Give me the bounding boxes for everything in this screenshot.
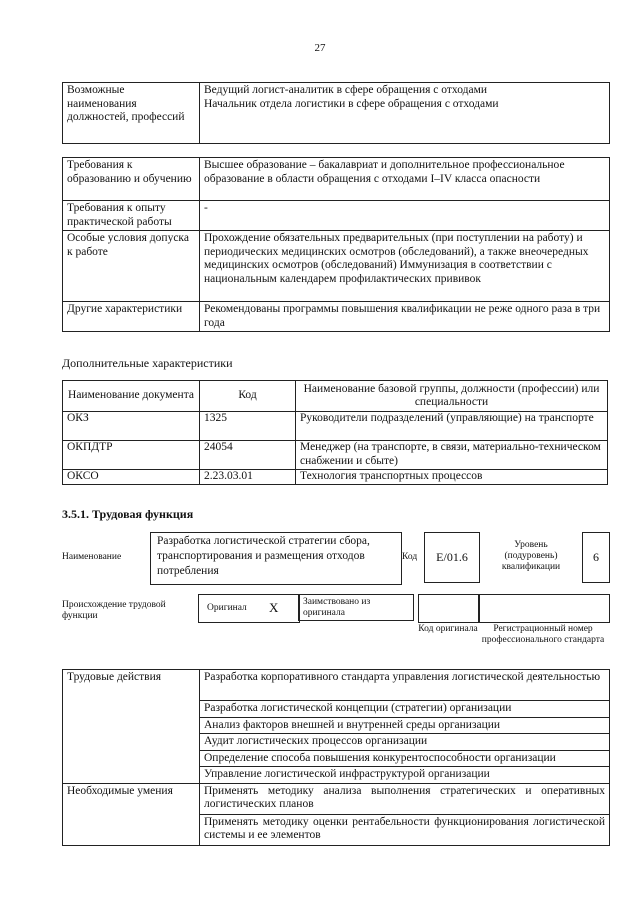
table-row: [63, 783, 610, 814]
qualification-level-label: Уровень (подуровень) квалификации: [501, 540, 561, 572]
function-code-value: E/01.6: [424, 532, 480, 583]
job-titles-values: [200, 83, 610, 144]
labour-action: Анализ факторов внешней и внутренней среды организации: [200, 717, 610, 734]
requirements-table: [62, 157, 610, 332]
name-cell: Менеджер (на транспорте, в связи, материально-техническом снабжении и сбыте): [296, 441, 608, 470]
function-name-label: Наименование: [62, 552, 122, 562]
table-row: [63, 231, 610, 302]
requirement-label: Особые условия допуска к работе: [63, 231, 200, 302]
requirement-value: Прохождение обязательных предварительных (при поступлении на работу) и периодических медицинских осмотров (обследований), а также внеочередных медицинских осмотров (обследований) Иммунизация в соответствии с национальным календарем профилактических прививок: [200, 231, 610, 302]
original-label: Оригинал: [207, 603, 247, 613]
page-number: 27: [314, 42, 326, 54]
doc-cell: ОКСО: [63, 470, 200, 485]
requirement-value: Рекомендованы программы повышения квалификации не реже одного раза в три года: [200, 302, 610, 332]
extra-characteristics-title: Дополнительные характеристики: [62, 356, 233, 370]
original-cell: [198, 594, 300, 623]
function-code-label: Код: [402, 552, 418, 562]
skill-item: Применять методику анализа выполнения стратегических и оперативных логистических планов: [200, 783, 610, 814]
labour-action: Управление логистической инфраструктурой организации: [200, 767, 610, 784]
requirement-value: Высшее образование – бакалавриат и дополнительное профессиональное образование в области обращения с отходами I–IV класса опасности: [200, 158, 610, 201]
labour-action: Разработка корпоративного стандарта управления логистической деятельностью: [200, 670, 610, 701]
table-row: [63, 83, 610, 144]
labour-action: Разработка логистической концепции (стратегии) организации: [200, 701, 610, 718]
table-row: [63, 201, 610, 231]
qualification-level-value: 6: [582, 532, 610, 583]
extra-characteristics-table: [62, 380, 608, 485]
table-row: [63, 670, 610, 701]
column-header: Наименование базовой группы, должности (профессии) или специальности: [296, 381, 608, 412]
reg-number-caption: Регистрационный номер профессионального стандарта: [481, 624, 605, 645]
table-row: [63, 441, 608, 470]
labour-actions-table: [62, 669, 610, 846]
original-mark: X: [269, 600, 279, 615]
requirement-value: -: [200, 201, 610, 231]
job-titles-table: [62, 82, 610, 144]
doc-cell: ОКПДТР: [63, 441, 200, 470]
code-original-caption: Код оригинала: [418, 624, 478, 634]
job-titles-label: Возможные наименования должностей, профессий: [63, 83, 200, 144]
code-cell: 1325: [200, 412, 296, 441]
table-row: [63, 470, 608, 485]
labour-function-title: 3.5.1. Трудовая функция: [62, 507, 194, 521]
borrowed-cell: Заимствовано из оригинала: [298, 594, 414, 621]
doc-cell: ОКЗ: [63, 412, 200, 441]
table-row: [63, 302, 610, 332]
name-cell: Технология транспортных процессов: [296, 470, 608, 485]
name-cell: Руководители подразделений (управляющие) на транспорте: [296, 412, 608, 441]
reg-number-cell: [478, 594, 610, 623]
table-row: [63, 412, 608, 441]
code-original-cell: [418, 594, 480, 623]
table-row: [63, 158, 610, 201]
origin-label: Происхождение трудовой функции: [62, 600, 166, 621]
skill-item: Применять методику оценки рентабельности функционирования логистической системы и ее элементов: [200, 814, 610, 845]
skills-label: Необходимые умения: [63, 783, 200, 845]
job-title: Начальник отдела логистики в сфере обращения с отходами: [204, 97, 499, 110]
function-name-value: Разработка логистической стратегии сбора, транспортирования и размещения отходов потребления: [150, 532, 402, 585]
requirement-label: Требования к опыту практической работы: [63, 201, 200, 231]
column-header: Наименование документа: [63, 381, 200, 412]
requirement-label: Требования к образованию и обучению: [63, 158, 200, 201]
code-cell: 24054: [200, 441, 296, 470]
table-header-row: [63, 381, 608, 412]
code-cell: 2.23.03.01: [200, 470, 296, 485]
requirement-label: Другие характеристики: [63, 302, 200, 332]
job-title: Ведущий логист-аналитик в сфере обращения с отходами: [204, 84, 488, 96]
column-header: Код: [200, 381, 296, 412]
labour-action: Аудит логистических процессов организации: [200, 734, 610, 751]
labour-action: Определение способа повышения конкурентоспособности организации: [200, 750, 610, 767]
labour-actions-label: Трудовые действия: [63, 670, 200, 784]
